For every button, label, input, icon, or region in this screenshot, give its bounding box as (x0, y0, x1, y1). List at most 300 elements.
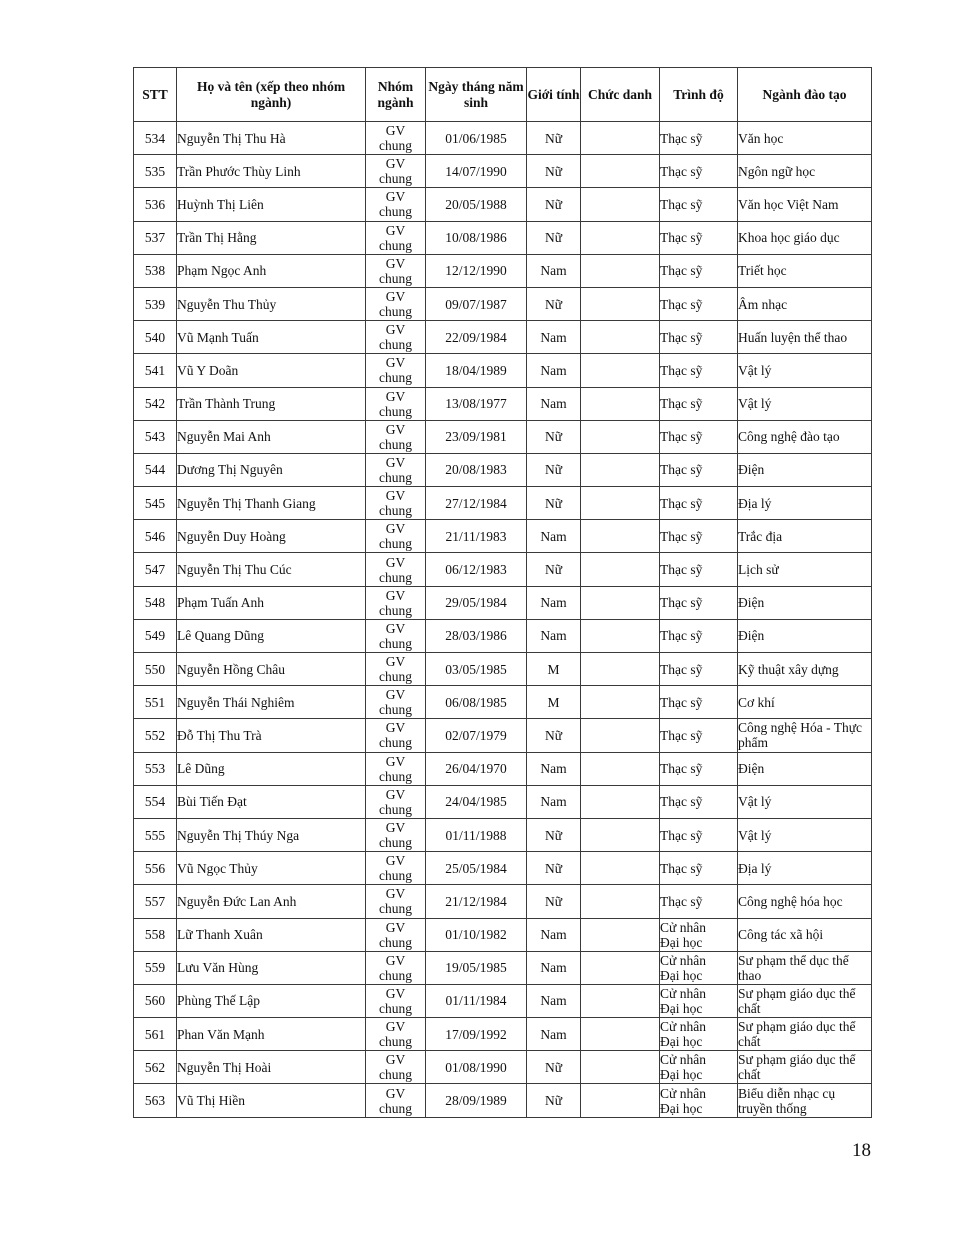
cell-degree-line1: Thạc sỹ (660, 827, 703, 843)
cell-major: Công nghệ đào tạo (738, 420, 872, 453)
cell-group-line1: GV (385, 388, 406, 404)
cell-group-line1: GV (385, 886, 406, 902)
cell-major: Cơ khí (738, 686, 872, 719)
cell-group-line2: chung (379, 403, 412, 419)
cell-stt: 540 (134, 321, 177, 354)
cell-title (581, 818, 660, 851)
cell-group-line1: GV (385, 488, 406, 504)
cell-group-line2: chung (379, 1100, 412, 1116)
cell-title (581, 785, 660, 818)
cell-major: Sư phạm thể dục thể thao (738, 951, 872, 984)
cell-group-line1: GV (385, 189, 406, 205)
cell-degree-line1: Thạc sỹ (660, 462, 703, 478)
cell-dob: 18/04/1989 (426, 354, 527, 387)
cell-major: Địa lý (738, 852, 872, 885)
cell-major: Vật lý (738, 354, 872, 387)
cell-group (366, 653, 426, 686)
table-row (134, 852, 872, 885)
cell-group (366, 752, 426, 785)
cell-degree-line1: Thạc sỹ (660, 761, 703, 777)
cell-group-line1: GV (385, 322, 406, 338)
table-row (134, 785, 872, 818)
cell-gender: Nữ (527, 818, 581, 851)
cell-degree (660, 818, 738, 851)
cell-degree (660, 354, 738, 387)
cell-major: Trắc địa (738, 520, 872, 553)
cell-title (581, 420, 660, 453)
cell-group-line2: chung (379, 370, 412, 386)
cell-degree (660, 852, 738, 885)
cell-group (366, 1051, 426, 1084)
cell-group-line1: GV (385, 1085, 406, 1101)
cell-degree-line1: Thạc sỹ (660, 661, 703, 677)
cell-title (581, 287, 660, 320)
cell-major: Điện (738, 586, 872, 619)
cell-stt: 541 (134, 354, 177, 387)
cell-gender: Nữ (527, 1084, 581, 1117)
cell-group-line1: GV (385, 687, 406, 703)
table-row (134, 1051, 872, 1084)
cell-degree (660, 188, 738, 221)
cell-gender: Nữ (527, 852, 581, 885)
cell-degree (660, 918, 738, 951)
cell-group-line2: chung (379, 735, 412, 751)
cell-dob: 21/12/1984 (426, 885, 527, 918)
table-row (134, 1084, 872, 1117)
cell-degree (660, 420, 738, 453)
cell-title (581, 221, 660, 254)
cell-group-line1: GV (385, 720, 406, 736)
cell-stt: 562 (134, 1051, 177, 1084)
cell-gender: Nữ (527, 287, 581, 320)
cell-group (366, 619, 426, 652)
cell-degree-line1: Thạc sỹ (660, 230, 703, 246)
cell-dob: 20/05/1988 (426, 188, 527, 221)
cell-title (581, 885, 660, 918)
cell-major: Vật lý (738, 785, 872, 818)
cell-major: Công tác xã hội (738, 918, 872, 951)
cell-group-line2: chung (379, 171, 412, 187)
cell-stt: 558 (134, 918, 177, 951)
cell-name: Nguyễn Thu Thủy (177, 287, 366, 320)
cell-group (366, 354, 426, 387)
cell-degree (660, 122, 738, 155)
cell-degree-line1: Thạc sỹ (660, 263, 703, 279)
cell-name: Nguyễn Đức Lan Anh (177, 885, 366, 918)
cell-group-line2: chung (379, 204, 412, 220)
cell-group-line1: GV (385, 1052, 406, 1068)
cell-group-line2: chung (379, 768, 412, 784)
table-body (134, 122, 872, 1118)
table-row (134, 188, 872, 221)
cell-major: Triết học (738, 254, 872, 287)
cell-dob: 23/09/1981 (426, 420, 527, 453)
cell-group-line1: GV (385, 123, 406, 139)
cell-major: Kỹ thuật xây dựng (738, 653, 872, 686)
cell-gender: Nữ (527, 719, 581, 752)
cell-degree-line1: Thạc sỹ (660, 495, 703, 511)
cell-degree-line1: Thạc sỹ (660, 694, 703, 710)
cell-group-line2: chung (379, 138, 412, 154)
cell-group (366, 155, 426, 188)
table-row (134, 984, 872, 1017)
table-row (134, 321, 872, 354)
cell-degree (660, 586, 738, 619)
cell-name: Vũ Mạnh Tuấn (177, 321, 366, 354)
cell-dob: 28/09/1989 (426, 1084, 527, 1117)
cell-major: Sư phạm giáo dục thể chất (738, 984, 872, 1017)
cell-group-line2: chung (379, 304, 412, 320)
cell-title (581, 453, 660, 486)
cell-degree (660, 553, 738, 586)
cell-stt: 534 (134, 122, 177, 155)
cell-name: Vũ Thị Hiền (177, 1084, 366, 1117)
cell-dob: 19/05/1985 (426, 951, 527, 984)
cell-degree-line2: Đại học (660, 967, 703, 983)
header-degree: Trình độ (660, 68, 738, 122)
cell-gender: Nữ (527, 885, 581, 918)
cell-gender: Nam (527, 752, 581, 785)
cell-title (581, 354, 660, 387)
cell-group (366, 287, 426, 320)
cell-stt: 554 (134, 785, 177, 818)
cell-name: Lưu Văn Hùng (177, 951, 366, 984)
cell-group-line1: GV (385, 919, 406, 935)
cell-group (366, 420, 426, 453)
cell-degree (660, 719, 738, 752)
cell-degree (660, 287, 738, 320)
cell-group-line2: chung (379, 270, 412, 286)
cell-title (581, 188, 660, 221)
cell-name: Vũ Y Doãn (177, 354, 366, 387)
cell-title (581, 155, 660, 188)
cell-gender: Nam (527, 951, 581, 984)
cell-name: Vũ Ngọc Thủy (177, 852, 366, 885)
cell-gender: Nữ (527, 453, 581, 486)
cell-group-line2: chung (379, 967, 412, 983)
cell-group-line2: chung (379, 669, 412, 685)
header-title: Chức danh (581, 68, 660, 122)
cell-major: Điện (738, 619, 872, 652)
cell-degree-line1: Thạc sỹ (660, 329, 703, 345)
cell-title (581, 1051, 660, 1084)
cell-stt: 552 (134, 719, 177, 752)
cell-name: Trần Phước Thùy Linh (177, 155, 366, 188)
cell-group (366, 487, 426, 520)
cell-dob: 02/07/1979 (426, 719, 527, 752)
cell-gender: Nữ (527, 221, 581, 254)
cell-title (581, 1018, 660, 1051)
cell-major: Ngôn ngữ học (738, 155, 872, 188)
cell-name: Trần Thị Hằng (177, 221, 366, 254)
cell-gender: Nữ (527, 420, 581, 453)
cell-stt: 539 (134, 287, 177, 320)
table-header-row (134, 68, 872, 122)
cell-group-line2: chung (379, 536, 412, 552)
cell-group (366, 719, 426, 752)
cell-group-line2: chung (379, 635, 412, 651)
cell-degree-line1: Thạc sỹ (660, 562, 703, 578)
cell-degree-line1: Thạc sỹ (660, 429, 703, 445)
cell-name: Nguyễn Thái Nghiêm (177, 686, 366, 719)
cell-title (581, 321, 660, 354)
cell-degree-line1: Thạc sỹ (660, 628, 703, 644)
cell-degree-line1: Cử nhân (660, 1085, 706, 1101)
cell-gender: Nữ (527, 487, 581, 520)
cell-gender: Nam (527, 586, 581, 619)
table-row (134, 818, 872, 851)
cell-name: Phan Văn Mạnh (177, 1018, 366, 1051)
cell-major: Khoa học giáo dục (738, 221, 872, 254)
cell-major: Sư phạm giáo dục thể chất (738, 1051, 872, 1084)
table-row (134, 918, 872, 951)
cell-major: Điện (738, 752, 872, 785)
page-number: 18 (852, 1140, 871, 1161)
cell-title (581, 653, 660, 686)
cell-stt: 561 (134, 1018, 177, 1051)
cell-degree (660, 1051, 738, 1084)
cell-degree (660, 1084, 738, 1117)
cell-group-line2: chung (379, 934, 412, 950)
table-row (134, 354, 872, 387)
table-row (134, 586, 872, 619)
cell-group-line2: chung (379, 602, 412, 618)
cell-major: Vật lý (738, 387, 872, 420)
cell-gender: Nữ (527, 155, 581, 188)
cell-name: Huỳnh Thị Liên (177, 188, 366, 221)
cell-degree (660, 686, 738, 719)
header-gender: Giới tính (527, 68, 581, 122)
cell-stt: 549 (134, 619, 177, 652)
cell-gender: Nam (527, 1018, 581, 1051)
cell-dob: 20/08/1983 (426, 453, 527, 486)
cell-group-line1: GV (385, 820, 406, 836)
header-name: Họ và tên (xếp theo nhóm ngành) (177, 68, 366, 122)
cell-group-line1: GV (385, 620, 406, 636)
cell-degree (660, 453, 738, 486)
cell-stt: 557 (134, 885, 177, 918)
cell-degree-line1: Cử nhân (660, 985, 706, 1001)
cell-degree-line2: Đại học (660, 1000, 703, 1016)
cell-dob: 10/08/1986 (426, 221, 527, 254)
cell-degree (660, 254, 738, 287)
cell-dob: 17/09/1992 (426, 1018, 527, 1051)
cell-name: Lê Quang Dũng (177, 619, 366, 652)
cell-group-line1: GV (385, 521, 406, 537)
cell-title (581, 984, 660, 1017)
cell-dob: 26/04/1970 (426, 752, 527, 785)
cell-name: Lữ Thanh Xuân (177, 918, 366, 951)
cell-major: Địa lý (738, 487, 872, 520)
cell-stt: 550 (134, 653, 177, 686)
cell-gender: Nam (527, 785, 581, 818)
cell-dob: 29/05/1984 (426, 586, 527, 619)
cell-group (366, 951, 426, 984)
cell-title (581, 752, 660, 785)
cell-stt: 535 (134, 155, 177, 188)
cell-group (366, 586, 426, 619)
cell-title (581, 586, 660, 619)
cell-degree (660, 520, 738, 553)
cell-degree-line1: Thạc sỹ (660, 130, 703, 146)
cell-stt: 563 (134, 1084, 177, 1117)
table-row (134, 553, 872, 586)
cell-degree-line1: Thạc sỹ (660, 595, 703, 611)
cell-dob: 01/10/1982 (426, 918, 527, 951)
cell-name: Nguyễn Duy Hoàng (177, 520, 366, 553)
cell-stt: 542 (134, 387, 177, 420)
cell-group (366, 1084, 426, 1117)
cell-degree-line1: Thạc sỹ (660, 196, 703, 212)
cell-major: Biểu diễn nhạc cụ truyền thống (738, 1084, 872, 1117)
cell-degree-line1: Thạc sỹ (660, 396, 703, 412)
table-row (134, 752, 872, 785)
cell-degree-line1: Thạc sỹ (660, 893, 703, 909)
cell-degree-line1: Cử nhân (660, 1019, 706, 1035)
cell-name: Trần Thành Trung (177, 387, 366, 420)
cell-title (581, 719, 660, 752)
table-row (134, 686, 872, 719)
cell-major: Công nghệ hóa học (738, 885, 872, 918)
cell-major: Điện (738, 453, 872, 486)
cell-group-line2: chung (379, 1067, 412, 1083)
table-row (134, 885, 872, 918)
cell-stt: 544 (134, 453, 177, 486)
cell-name: Đỗ Thị Thu Trà (177, 719, 366, 752)
cell-group (366, 387, 426, 420)
cell-major: Sư phạm giáo dục thể chất (738, 1018, 872, 1051)
cell-name: Nguyễn Thị Thu Hà (177, 122, 366, 155)
cell-title (581, 553, 660, 586)
table-row (134, 951, 872, 984)
cell-title (581, 686, 660, 719)
table-row (134, 254, 872, 287)
cell-group-line2: chung (379, 901, 412, 917)
table-row (134, 155, 872, 188)
cell-group-line1: GV (385, 985, 406, 1001)
cell-degree-line1: Thạc sỹ (660, 860, 703, 876)
cell-stt: 553 (134, 752, 177, 785)
cell-group-line1: GV (385, 1019, 406, 1035)
cell-group-line1: GV (385, 554, 406, 570)
cell-group-line2: chung (379, 436, 412, 452)
cell-title (581, 122, 660, 155)
cell-name: Phạm Tuấn Anh (177, 586, 366, 619)
cell-group (366, 1018, 426, 1051)
cell-gender: Nữ (527, 553, 581, 586)
cell-degree (660, 785, 738, 818)
cell-degree (660, 885, 738, 918)
cell-gender: Nam (527, 254, 581, 287)
cell-title (581, 387, 660, 420)
cell-major: Công nghệ Hóa - Thực phẩm (738, 719, 872, 752)
table-row (134, 420, 872, 453)
cell-group (366, 785, 426, 818)
cell-dob: 01/11/1988 (426, 818, 527, 851)
cell-gender: Nữ (527, 122, 581, 155)
cell-group (366, 122, 426, 155)
table-row (134, 653, 872, 686)
header-group: Nhóm ngành (366, 68, 426, 122)
cell-dob: 01/11/1984 (426, 984, 527, 1017)
cell-title (581, 951, 660, 984)
cell-degree-line1: Cử nhân (660, 1052, 706, 1068)
cell-name: Dương Thị Nguyên (177, 453, 366, 486)
cell-group-line1: GV (385, 222, 406, 238)
cell-group (366, 885, 426, 918)
cell-degree (660, 487, 738, 520)
cell-major: Âm nhạc (738, 287, 872, 320)
cell-degree-line1: Thạc sỹ (660, 163, 703, 179)
header-major: Ngành đào tạo (738, 68, 872, 122)
cell-group-line1: GV (385, 289, 406, 305)
cell-group-line1: GV (385, 355, 406, 371)
cell-degree-line1: Thạc sỹ (660, 528, 703, 544)
cell-degree-line2: Đại học (660, 1034, 703, 1050)
cell-stt: 546 (134, 520, 177, 553)
cell-gender: Nam (527, 520, 581, 553)
cell-degree (660, 619, 738, 652)
header-dob: Ngày tháng năm sinh (426, 68, 527, 122)
cell-dob: 01/06/1985 (426, 122, 527, 155)
cell-name: Nguyễn Hồng Châu (177, 653, 366, 686)
cell-title (581, 487, 660, 520)
cell-stt: 536 (134, 188, 177, 221)
cell-group (366, 453, 426, 486)
cell-degree (660, 984, 738, 1017)
cell-group (366, 818, 426, 851)
table-row (134, 1018, 872, 1051)
cell-group (366, 321, 426, 354)
cell-gender: Nam (527, 918, 581, 951)
table-row (134, 520, 872, 553)
cell-dob: 09/07/1987 (426, 287, 527, 320)
cell-dob: 21/11/1983 (426, 520, 527, 553)
cell-stt: 538 (134, 254, 177, 287)
table-row (134, 221, 872, 254)
cell-group-line2: chung (379, 503, 412, 519)
table-row (134, 719, 872, 752)
cell-major: Lịch sử (738, 553, 872, 586)
cell-gender: Nam (527, 619, 581, 652)
cell-group-line2: chung (379, 835, 412, 851)
cell-group-line1: GV (385, 454, 406, 470)
table-row (134, 287, 872, 320)
cell-dob: 12/12/1990 (426, 254, 527, 287)
cell-degree-line1: Thạc sỹ (660, 727, 703, 743)
cell-stt: 559 (134, 951, 177, 984)
cell-name: Nguyễn Thị Thanh Giang (177, 487, 366, 520)
cell-group-line1: GV (385, 255, 406, 271)
cell-name: Nguyễn Thị Hoài (177, 1051, 366, 1084)
cell-degree-line1: Thạc sỹ (660, 794, 703, 810)
cell-degree (660, 951, 738, 984)
cell-name: Nguyễn Thị Thu Cúc (177, 553, 366, 586)
header-stt: STT (134, 68, 177, 122)
cell-major: Văn học (738, 122, 872, 155)
cell-title (581, 619, 660, 652)
cell-dob: 01/08/1990 (426, 1051, 527, 1084)
cell-group-line2: chung (379, 337, 412, 353)
cell-group-line2: chung (379, 1034, 412, 1050)
cell-degree-line2: Đại học (660, 1100, 703, 1116)
cell-group-line1: GV (385, 654, 406, 670)
cell-gender: M (527, 686, 581, 719)
cell-dob: 27/12/1984 (426, 487, 527, 520)
cell-dob: 03/05/1985 (426, 653, 527, 686)
cell-group-line2: chung (379, 469, 412, 485)
cell-group-line1: GV (385, 753, 406, 769)
